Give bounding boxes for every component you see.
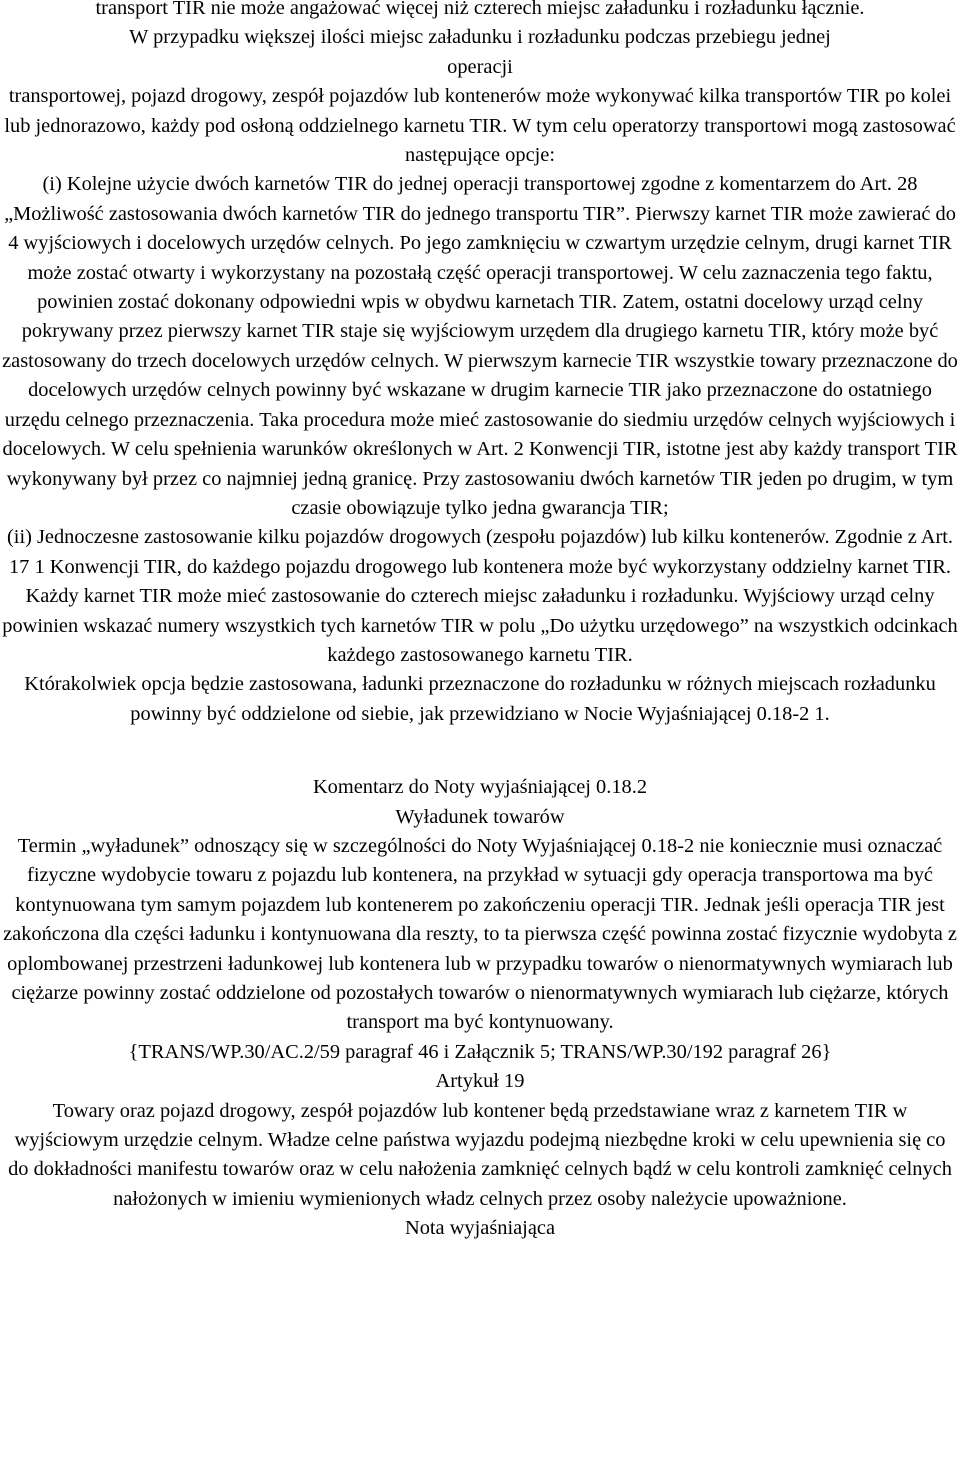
article-body: Towary oraz pojazd drogowy, zespół pojazdów lub kontener będą przedstawiane wraz z karnetem TIR w wyjściowym urzędzie celnym. Władze celne państwa wyjazdu podejmą niezbędne kroki w celu upewnienia się co do dokładności manifestu towarów oraz w celu nałożenia zamknięć celnych bądź w celu kontroli zamknięć celnych nałożonych w imieniu wymienionych władz celnych przez osoby należycie upoważnione. [8, 1099, 952, 1210]
paragraph-option-ii: (ii) Jednoczesne zastosowanie kilku pojazdów drogowych (zespołu pojazdów) lub kilku kontenerów. Zgodnie z Art. 17 1 Konwencji TIR, do każdego pojazdu drogowego lub kontenera może być wykorzystany oddzielny karnet TIR. Każdy karnet TIR może mieć zastosowanie do czterech miejsc załadunku i rozładunku. Wyjściowy urząd celny powinien wskazać numery wszystkich tych karnetów TIR w polu „Do użytku urzędowego” na wszystkich odcinkach każdego zastosowanego karnetu TIR. [2, 526, 958, 666]
reference-line: {TRANS/WP.30/AC.2/59 paragraf 46 i Załącznik 5; TRANS/WP.30/192 paragraf 26} [128, 1040, 832, 1063]
paragraph-intro: W przypadku większej ilości miejsc załadunku i rozładunku podczas przebiegu jednej [129, 26, 831, 49]
comment-subtitle: Wyładunek towarów [395, 805, 565, 828]
comment-title: Komentarz do Noty wyjaśniającej 0.18.2 [312, 776, 648, 799]
comment-body: Termin „wyładunek” odnoszący się w szczególności do Noty Wyjaśniającej 0.18-2 nie koniecznie musi oznaczać fizyczne wydobycie towaru z pojazdu lub kontenera, na przykład w sytuacji gdy operacja transportowa ma być kontynuowana tym samym pojazdem lub kontenerem po zakończeniu operacji TIR. Jednak jeśli operacja TIR jest zakończona dla części ładunku i kontynuowana dla reszty, to ta pierwsza część powinna zostać fizycznie wydobyta z oplombowanej przestrzeni ładunkowej lub kontenera lub w przypadku towarów o nienormatywnych wymiarach lub ciężarze powinny zostać oddzielone od pozostałych towarów o nienormatywnych wymiarach lub ciężarze, których transport ma być kontynuowany. [3, 834, 957, 1034]
article-title: Artykuł 19 [435, 1070, 525, 1093]
paragraph-options: transportowej, pojazd drogowy, zespół pojazdów lub kontenerów może wykonywać kilka transportów TIR po kolei lub jednorazowo, każdy pod osłoną oddzielnego karnetu TIR. W tym celu operatorzy transportowi mogą zastosować następujące opcje: [4, 85, 956, 167]
note-title: Nota wyjaśniająca [404, 1217, 556, 1240]
paragraph-option-i: (i) Kolejne użycie dwóch karnetów TIR do jednej operacji transportowej zgodne z komentarzem do Art. 28 „Możliwość zastosowania dwóch karnetów TIR do jednego transportu TIR”. Pierwszy karnet TIR może zawierać do 4 wyjściowych i docelowych urzędów celnych. Po jego zamknięciu w czwartym urzędzie celnym, drugi karnet TIR może zostać otwarty i wykorzystany na pozostałą część operacji transportowej. W celu zaznaczenia tego faktu, powinien zostać dokonany odpowiedni wpis w obydwu karnetach TIR. Zatem, ostatni docelowy urząd celny pokrywany przez pierwszy karnet TIR staje się wyjściowym urzędem dla drugiego karnetu TIR, który może być zastosowany do trzech docelowych urzędów celnych. W pierwszym karnecie TIR wszystkie towary przeznaczone do docelowych urzędów celnych powinny być wskazane w drugim karnecie TIR jako przeznaczone do ostatniego urzędu celnego przeznaczenia. Taka procedura może mieć zastosowanie do siedmiu urzędów celnych wyjściowych i docelowych. W celu spełnienia warunków określonych w Art. 2 Konwencji TIR, istotne jest aby każdy transport TIR wykonywany był przez co najmniej jedną granicę. Przy zastosowaniu dwóch karnetów TIR jeden po drugim, w tym czasie obowiązuje tylko jedna gwarancja TIR; [2, 173, 958, 519]
section-spacer [2, 729, 958, 773]
paragraph-intro-break: operacji [447, 55, 513, 78]
paragraph-conclusion: Którakolwiek opcja będzie zastosowana, ładunki przeznaczone do rozładunku w różnych miejscach rozładunku powinny być oddzielone od siebie, jak przewidziano w Nocie Wyjaśniającej 0.18-2 1. [24, 673, 936, 725]
paragraph-continuation: transport TIR nie może angażować więcej niż czterech miejsc załadunku i rozładunku łącznie. [95, 0, 865, 19]
